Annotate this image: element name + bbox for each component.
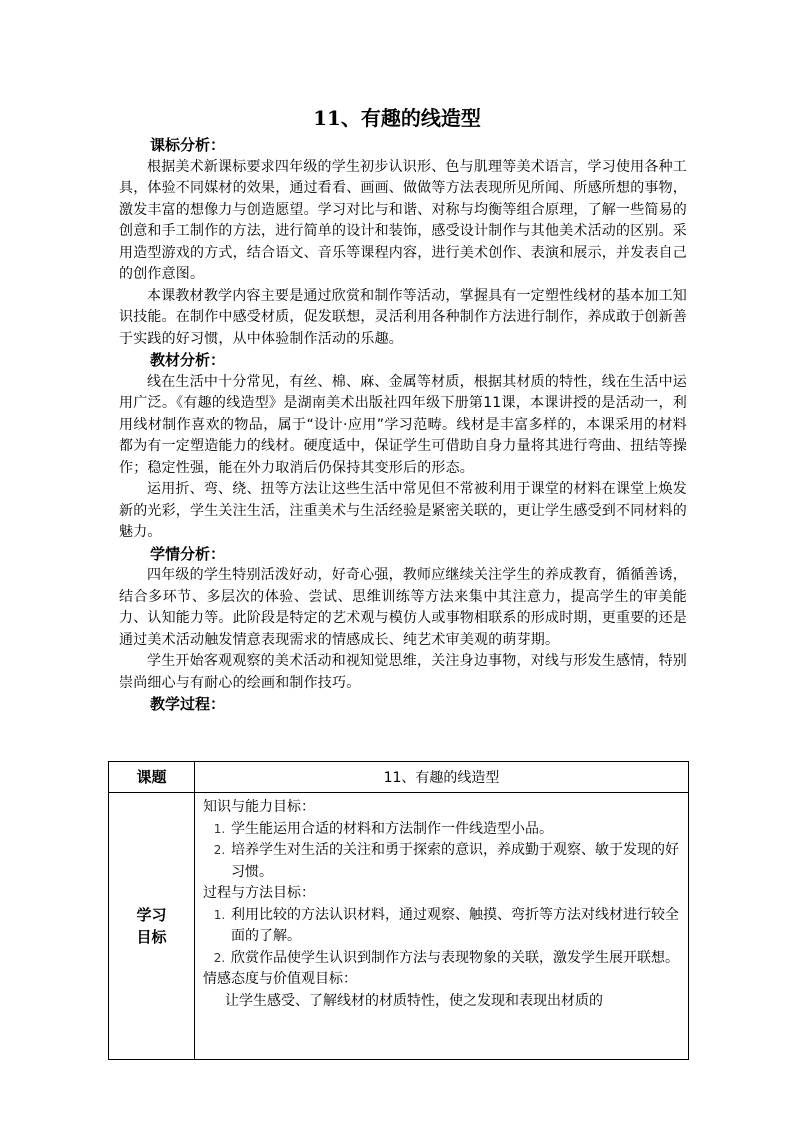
- label-line: 目标: [136, 928, 167, 946]
- label-line: 学习: [136, 906, 167, 924]
- knowledge-heading: 知识与能力目标：: [203, 799, 315, 815]
- objectives-cell: [195, 793, 689, 1060]
- list-item: 2. 培养学生对生活的关注和勇于探索的意识，养成勤于观察、敏于发现的好习惯。: [229, 840, 680, 883]
- section-heading-students: 学情分析：: [150, 544, 226, 563]
- table-row: [109, 762, 689, 793]
- paragraph: 学生开始客观观察的美术活动和视知觉思维，关注身边事物，对线与形发生感情，特别崇尚细心与有耐心的绘画和制作技巧。: [119, 653, 687, 691]
- table-row: [109, 793, 689, 1060]
- paragraph: 运用折、弯、绕、扭等方法让这些生活中常见但不常被利用于课堂的材料在课堂上焕发新的光彩，学生关注生活，注重美术与生活经验是紧密关联的，更让学生感受到不同材料的魅力。: [119, 481, 687, 540]
- knowledge-list: [203, 819, 680, 884]
- table-label-objectives: [109, 793, 195, 1060]
- section-heading-textbook: 教材分析：: [150, 351, 226, 369]
- list-item: 2. 欣赏作品使学生认识到制作方法与表现物象的关联，激发学生展开联想。: [229, 948, 680, 970]
- process-list: [203, 905, 680, 970]
- paragraph: 本课教材教学内容主要是通过欣赏和制作等活动，掌握具有一定塑性线材的基本加工知识技能。在制作中感受材质，促发联想，灵活利用各种制作方法进行制作，养成敢于创新善于实践的好习惯，从中体验制作活动的乐趣。: [119, 287, 687, 347]
- paragraph: 根据美术新课标要求四年级的学生初步认识形、色与肌理等美术语言，学习使用各种工具，体验不同媒材的效果，通过看看、画画、做做等方法表现所见所闻、所感所想的事物，激发丰富的想像力与创造愿望。学习对比与和谐、对称与均衡等组合原理，了解一些简易的创意和手工制作的方法，进行简单的设计和装饰，感受设计制作与其他美术活动的区别。采用造型游戏的方式，结合语文、音乐等课程内容，进行美术创作、表演和展示，并发表自己的创作意图。: [119, 158, 687, 282]
- paragraph: 四年级的学生特别活泼好动，好奇心强，教师应继续关注学生的养成教育，循循善诱，结合多环节、多层次的体验、尝试、思维训练等方法来集中其注意力，提高学生的审美能力、认知能力等。此阶段是特定的艺术观与模仿人或事物相联系的形成时期，更重要的还是通过美术活动触发情意表现需求的情感成长、纯艺术审美观的萌芽期。: [119, 567, 687, 648]
- list-item: 1. 利用比较的方法认识材料，通过观察、触摸、弯折等方法对线材进行较全面的了解。: [229, 905, 680, 948]
- list-item: 1. 学生能运用合适的材料和方法制作一件线造型小品。: [229, 819, 680, 841]
- table-value-topic: 11、有趣的线造型: [195, 762, 689, 793]
- paragraph: 线在生活中十分常见，有丝、棉、麻、金属等材质，根据其材质的特性，线在生活中运用广泛。《有趣的线造型》是湖南美术出版社四年级下册第11课，本课讲授的是活动一，利用线材制作喜欢的物品，属于“设计·应用”学习范畴。线材是丰富多样的，本课采用的材料都为有一定塑造能力的线材。硬度适中，保证学生可借助自身力量将其进行弯曲、扭结等操作；稳定性强，能在外力取消后仍保持其变形后的形态。: [119, 373, 687, 476]
- emotion-heading: 情感态度与价值观目标：: [203, 971, 357, 987]
- table-label-topic: 课题: [109, 762, 195, 793]
- section-heading-curriculum: 课标分析：: [150, 136, 226, 154]
- process-heading: 过程与方法目标：: [203, 885, 315, 901]
- section-heading-process: 教学过程：: [150, 695, 226, 713]
- emotion-text: 让学生感受、了解线材的材质特性，使之发现和表现出材质的: [225, 992, 603, 1009]
- document-title: 11、有趣的线造型: [313, 106, 481, 130]
- document-body: [119, 135, 687, 716]
- lesson-plan-table: [108, 761, 689, 1060]
